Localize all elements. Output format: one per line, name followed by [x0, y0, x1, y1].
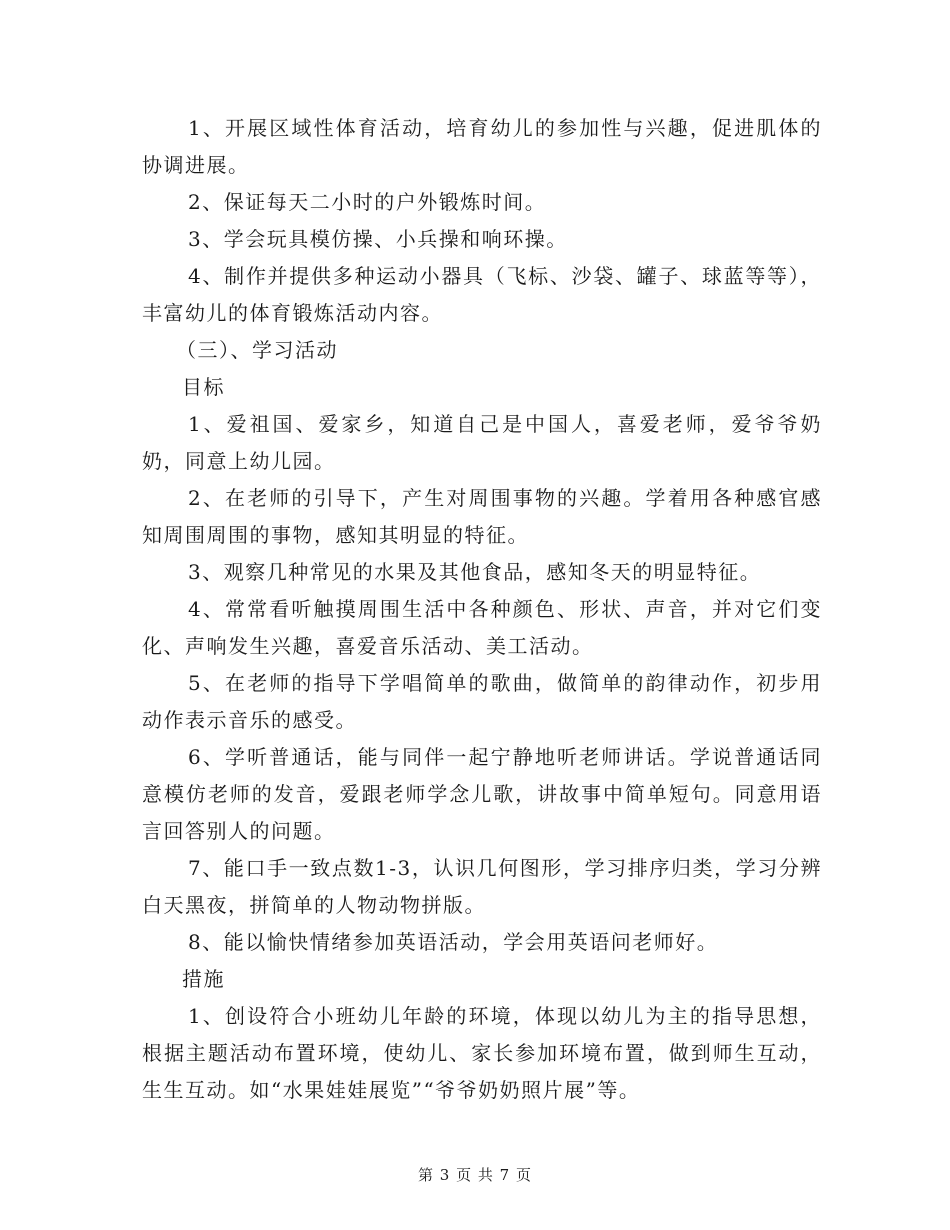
- paragraph-sports-4: 4、制作并提供多种运动小器具（飞标、沙袋、罐子、球蓝等等），丰富幼儿的体育锻炼活动内容。: [142, 264, 822, 325]
- paragraph-goal-1: 1、爱祖国、爱家乡，知道自己是中国人，喜爱老师，爱爷爷奶奶，同意上幼儿园。: [142, 412, 822, 473]
- paragraph-goal-4: 4、常常看听触摸周围生活中各种颜色、形状、声音，并对它们变化、声响发生兴趣，喜爱音乐活动、美工活动。: [142, 597, 822, 658]
- paragraph-measure-1: 1、创设符合小班幼儿年龄的环境，体现以幼儿为主的指导思想，根据主题活动布置环境，使幼儿、家长参加环境布置，做到师生互动，生生互动。如“水果娃娃展览”“爷爷奶奶照片展”等。: [142, 1004, 822, 1102]
- paragraph-goal-2: 2、在老师的引导下，产生对周围事物的兴趣。学着用各种感官感知周围周围的事物，感知其明显的特征。: [142, 486, 822, 547]
- paragraph-goal-6: 6、学听普通话，能与同伴一起宁静地听老师讲话。学说普通话同意模仿老师的发音，爱跟老师学念儿歌，讲故事中简单短句。同意用语言回答别人的问题。: [142, 745, 822, 843]
- paragraph-sports-2: 2、保证每天二小时的户外锻炼时间。: [188, 190, 547, 214]
- paragraph-goal-5: 5、在老师的指导下学唱简单的歌曲，做简单的韵律动作，初步用动作表示音乐的感受。: [142, 671, 822, 732]
- paragraph-goal-8: 8、能以愉快情绪参加英语活动，学会用英语问老师好。: [188, 930, 719, 954]
- paragraph-sports-1: 1、开展区域性体育活动，培育幼儿的参加性与兴趣，促进肌体的协调进展。: [142, 116, 822, 177]
- page-number-footer: 第 3 页 共 7 页: [418, 1166, 532, 1184]
- subheading-measures: 措施: [182, 967, 225, 991]
- document-body: [142, 110, 822, 1109]
- paragraph-goal-3: 3、观察几种常见的水果及其他食品，感知冬天的明显特征。: [188, 560, 762, 584]
- section-heading-learning: （三）、学习活动: [176, 338, 338, 362]
- subheading-goals: 目标: [182, 375, 225, 399]
- paragraph-goal-7: 7、能口手一致点数1-3，认识几何图形，学习排序归类，学习分辨白天黑夜，拼简单的人物动物拼版。: [142, 856, 822, 917]
- paragraph-sports-3: 3、学会玩具模仿操、小兵操和响环操。: [188, 227, 568, 251]
